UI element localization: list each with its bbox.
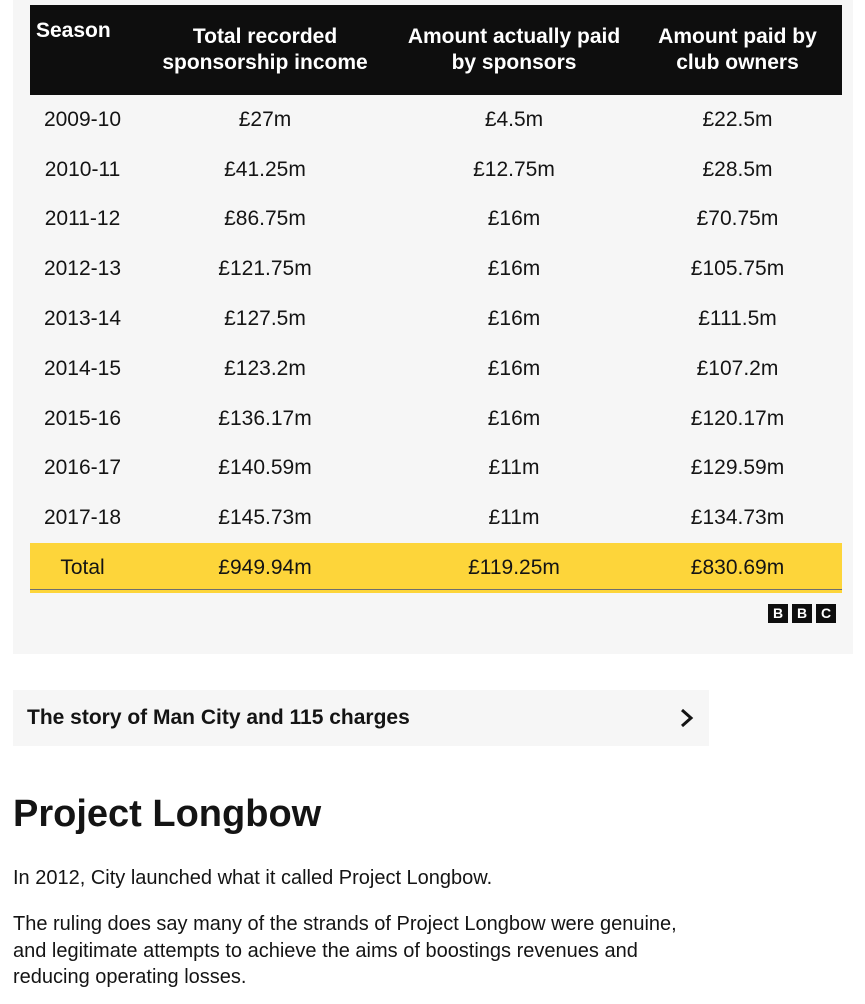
total-income-cell: £121.75m	[218, 257, 312, 281]
sponsors-paid-cell: £12.75m	[473, 157, 555, 181]
sponsors-paid-cell: £4.5m	[484, 107, 544, 131]
table-row	[30, 195, 842, 245]
table-row	[30, 394, 842, 444]
season-cell: 2014-15	[43, 356, 122, 380]
header-paid-by-sponsors: Amount actually paid by sponsors	[395, 5, 633, 95]
table-row	[30, 344, 842, 394]
sponsors-paid-cell: £16m	[487, 356, 541, 380]
sponsors-paid-cell: £16m	[487, 207, 541, 231]
owners-paid-cell: £111.5m	[698, 307, 777, 331]
related-story-link[interactable]	[13, 690, 709, 746]
total-row	[30, 543, 842, 593]
total-income-cell: £136.17m	[218, 406, 312, 430]
total-income-cell: £41.25m	[224, 157, 306, 181]
logo-letter: C	[816, 604, 836, 623]
owners-paid-cell: £28.5m	[702, 157, 773, 181]
header-total-income: Total recorded sponsorship income	[135, 5, 395, 95]
owners-paid-cell: £107.2m	[696, 356, 779, 380]
season-cell: 2015-16	[43, 406, 122, 430]
header-paid-by-owners: Amount paid by club owners	[633, 5, 842, 95]
table-divider	[30, 589, 842, 590]
sponsors-paid-cell: £16m	[487, 406, 541, 430]
table-row	[30, 493, 842, 543]
sponsors-paid-cell: £11m	[488, 456, 540, 480]
owners-paid-cell: £134.73m	[690, 506, 785, 530]
logo-letter: B	[792, 604, 812, 623]
owners-paid-cell: £120.17m	[690, 406, 785, 430]
total-income-cell: £140.59m	[218, 456, 312, 480]
owners-paid-cell: £129.59m	[690, 456, 785, 480]
season-cell: 2013-14	[43, 307, 122, 331]
season-cell: 2012-13	[43, 257, 122, 281]
total-label: Total	[30, 543, 135, 593]
total-income-cell: £127.5m	[224, 307, 306, 331]
season-cell: 2010-11	[44, 157, 121, 181]
total-income-cell: £145.73m	[218, 506, 312, 530]
season-cell: 2016-17	[43, 456, 122, 480]
total-income-cell: £27m	[238, 107, 292, 131]
header-season: Season	[30, 5, 135, 95]
table-row	[30, 145, 842, 195]
sponsors-paid-cell: £11m	[488, 506, 540, 530]
season-cell: 2011-12	[44, 207, 121, 231]
article-paragraph: The ruling does say many of the strands of Project Longbow were genuine, and legitimate attempts to achieve the aims of boostings revenues and reducing operating losses.	[13, 913, 677, 988]
section-heading: Project Longbow	[13, 793, 322, 835]
table-row	[30, 444, 842, 494]
sponsors-paid-cell: £16m	[487, 257, 541, 281]
table-row	[30, 244, 842, 294]
sponsors-paid-sum: £119.25m	[395, 543, 633, 593]
total-income-cell: £123.2m	[224, 356, 306, 380]
owners-paid-cell: £22.5m	[702, 107, 773, 131]
owners-paid-cell: £70.75m	[696, 207, 779, 231]
total-income-cell: £86.75m	[224, 207, 306, 231]
owners-paid-sum: £830.69m	[633, 543, 842, 593]
season-cell: 2009-10	[43, 107, 122, 131]
related-story-label: The story of Man City and 115 charges	[27, 706, 410, 729]
article-paragraph: In 2012, City launched what it called Project Longbow.	[13, 867, 493, 889]
table-header-row	[30, 5, 842, 95]
season-cell: 2017-18	[43, 506, 122, 530]
total-income-sum: £949.94m	[135, 543, 395, 593]
sponsorship-table	[30, 5, 842, 593]
chevron-right-icon	[679, 707, 695, 729]
owners-paid-cell: £105.75m	[690, 257, 785, 281]
logo-letter: B	[768, 604, 788, 623]
bbc-logo	[768, 604, 836, 623]
table-row	[30, 294, 842, 344]
table-row	[30, 95, 842, 145]
sponsors-paid-cell: £16m	[487, 307, 541, 331]
